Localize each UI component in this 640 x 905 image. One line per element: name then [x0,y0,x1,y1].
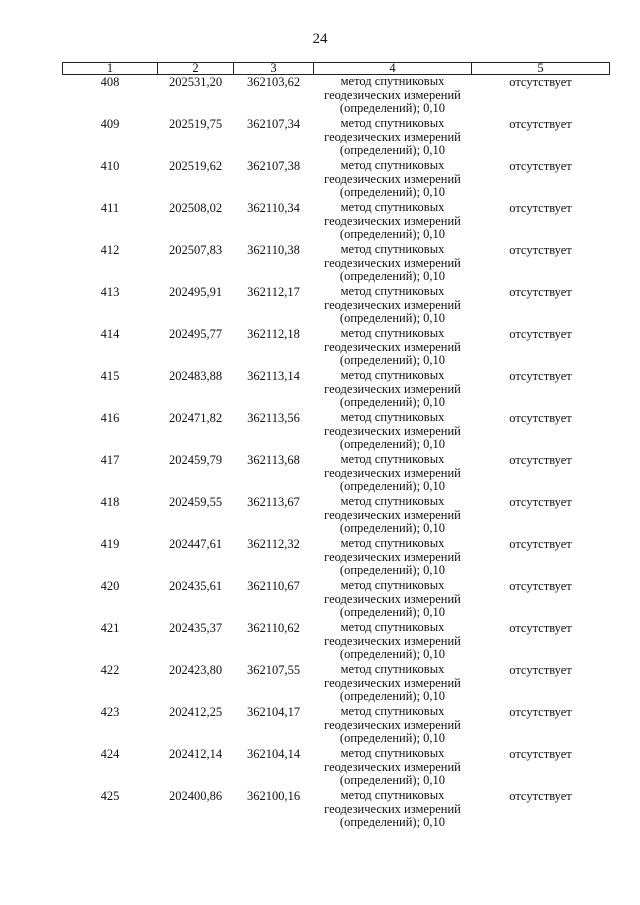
table-row [63,579,610,621]
method-description-line: (определений); 0,10 [339,227,446,241]
method-description-cell [314,663,472,705]
point-number-cell: 413 [100,285,120,299]
method-description-line: метод спутниковых [340,74,445,88]
status-cell: отсутствует [509,75,572,89]
status-cell: отсутствует [509,159,572,173]
coord-y-cell: 362112,17 [247,285,300,299]
coord-y-cell: 362112,32 [247,537,300,551]
method-description-line: (определений); 0,10 [339,647,446,661]
status-cell: отсутствует [509,117,572,131]
coord-x-cell: 202483,88 [168,369,223,383]
header-col-3: 3 [234,63,314,75]
table-row [63,747,610,789]
method-description-line: геодезических измерений [324,675,461,690]
method-description-line: (определений); 0,10 [339,479,446,493]
point-number-cell: 410 [100,159,120,173]
method-description-cell [314,75,472,118]
point-number-cell: 415 [100,369,120,383]
method-description-line: геодезических измерений [324,423,461,438]
method-description-line: геодезических измерений [324,759,461,774]
point-number-cell: 411 [100,201,120,215]
method-description-line: (определений); 0,10 [339,353,446,367]
method-description-line: метод спутниковых [340,368,445,382]
method-description-line: геодезических измерений [324,465,461,480]
method-description-line: метод спутниковых [340,326,445,340]
status-cell: отсутствует [509,621,572,635]
method-description-line: метод спутниковых [340,200,445,214]
coord-y-cell: 362107,34 [246,117,301,131]
coord-x-cell: 202459,79 [168,453,223,467]
status-cell: отсутствует [509,411,572,425]
point-number-cell: 412 [100,243,120,257]
method-description-line: геодезических измерений [324,87,461,102]
method-description-line: (определений); 0,10 [339,437,446,451]
method-description-line: метод спутниковых [340,578,445,592]
method-description-cell [314,579,472,621]
table-row [63,75,610,118]
coord-y-cell: 362113,68 [247,453,300,467]
table-row [63,117,610,159]
coord-x-cell: 202531,20 [168,75,223,89]
status-cell: отсутствует [509,243,572,257]
coord-y-cell: 362113,67 [247,495,300,509]
coord-y-cell: 362100,16 [246,789,301,803]
method-description-line: метод спутниковых [340,116,445,130]
coord-x-cell: 202495,91 [168,285,223,299]
status-cell: отсутствует [509,201,572,215]
coord-y-cell: 362103,62 [246,75,301,89]
point-number-cell: 408 [100,75,120,89]
method-description-line: метод спутниковых [340,494,445,508]
method-description-line: метод спутниковых [340,410,445,424]
method-description-cell [314,159,472,201]
method-description-cell [314,201,472,243]
point-number-cell: 425 [100,789,120,803]
coord-x-cell: 202471,82 [168,411,223,425]
method-description-line: геодезических измерений [324,255,461,270]
status-cell: отсутствует [509,369,572,383]
method-description-cell [314,621,472,663]
table-row [63,201,610,243]
method-description-line: метод спутниковых [340,242,445,256]
coord-x-cell: 202508,02 [168,201,223,215]
point-number-cell: 409 [100,117,120,131]
status-cell: отсутствует [509,747,572,761]
coord-y-cell: 362113,14 [247,369,300,383]
method-description-cell [314,453,472,495]
method-description-line: метод спутниковых [340,788,445,802]
method-description-line: (определений); 0,10 [339,521,446,535]
header-col-5: 5 [472,63,610,75]
method-description-cell [314,327,472,369]
table-header-row [63,63,610,75]
status-cell: отсутствует [509,453,572,467]
coord-y-cell: 362113,56 [247,411,300,425]
header-col-1: 1 [63,63,158,75]
method-description-line: (определений); 0,10 [339,269,446,283]
method-description-line: (определений); 0,10 [339,815,446,829]
method-description-line: геодезических измерений [324,297,461,312]
method-description-line: геодезических измерений [324,213,461,228]
point-number-cell: 414 [100,327,120,341]
method-description-line: метод спутниковых [340,746,445,760]
method-description-line: геодезических измерений [324,549,461,564]
method-description-line: геодезических измерений [324,507,461,522]
method-description-cell [314,411,472,453]
method-description-cell [314,537,472,579]
table-row [63,327,610,369]
table-row [63,369,610,411]
method-description-line: геодезических измерений [324,171,461,186]
method-description-cell [314,705,472,747]
status-cell: отсутствует [509,789,572,803]
coord-x-cell: 202495,77 [168,327,223,341]
method-description-cell [314,495,472,537]
coord-x-cell: 202400,86 [168,789,223,803]
method-description-line: геодезических измерений [324,591,461,606]
method-description-line: (определений); 0,10 [339,143,446,157]
point-number-cell: 417 [100,453,120,467]
table-row [63,243,610,285]
status-cell: отсутствует [509,579,572,593]
method-description-cell [314,243,472,285]
method-description-line: (определений); 0,10 [339,311,446,325]
status-cell: отсутствует [509,285,572,299]
coordinates-table [62,62,610,831]
point-number-cell: 423 [100,705,120,719]
coord-x-cell: 202435,61 [168,579,223,593]
method-description-line: (определений); 0,10 [339,101,446,115]
coord-y-cell: 362107,38 [246,159,301,173]
status-cell: отсутствует [509,327,572,341]
coord-x-cell: 202412,14 [168,747,223,761]
method-description-line: метод спутниковых [340,704,445,718]
table-row [63,537,610,579]
table-row [63,411,610,453]
point-number-cell: 421 [100,621,120,635]
coord-x-cell: 202519,62 [168,159,223,173]
coord-x-cell: 202459,55 [168,495,223,509]
coord-y-cell: 362110,62 [247,621,300,635]
status-cell: отсутствует [509,663,572,677]
method-description-line: метод спутниковых [340,158,445,172]
status-cell: отсутствует [509,705,572,719]
method-description-line: геодезических измерений [324,129,461,144]
method-description-line: (определений); 0,10 [339,605,446,619]
coord-y-cell: 362107,55 [246,663,301,677]
coord-x-cell: 202435,37 [168,621,223,635]
table-row [63,495,610,537]
method-description-line: метод спутниковых [340,284,445,298]
method-description-cell [314,285,472,327]
method-description-line: геодезических измерений [324,633,461,648]
coord-y-cell: 362110,38 [247,243,300,257]
method-description-line: (определений); 0,10 [339,773,446,787]
table-row [63,285,610,327]
coord-x-cell: 202412,25 [168,705,223,719]
header-col-2: 2 [158,63,234,75]
coord-y-cell: 362104,17 [246,705,301,719]
table-row [63,453,610,495]
method-description-line: метод спутниковых [340,620,445,634]
status-cell: отсутствует [509,495,572,509]
coord-x-cell: 202507,83 [168,243,223,257]
table-row [63,621,610,663]
method-description-line: геодезических измерений [324,339,461,354]
coord-x-cell: 202447,61 [168,537,223,551]
coord-x-cell: 202423,80 [168,663,223,677]
method-description-line: (определений); 0,10 [339,731,446,745]
method-description-cell [314,369,472,411]
table-row [63,705,610,747]
method-description-line: (определений); 0,10 [339,689,446,703]
coord-y-cell: 362112,18 [247,327,300,341]
table-row [63,789,610,831]
page-number: 24 [312,31,328,47]
method-description-line: геодезических измерений [324,381,461,396]
table-row [63,663,610,705]
method-description-line: метод спутниковых [340,662,445,676]
coord-y-cell: 362110,34 [247,201,300,215]
header-col-4: 4 [314,63,472,75]
point-number-cell: 422 [100,663,120,677]
method-description-cell [314,789,472,831]
coord-y-cell: 362110,67 [247,579,300,593]
method-description-cell [314,747,472,789]
method-description-cell [314,117,472,159]
table-row [63,159,610,201]
table-body [63,75,610,832]
method-description-line: геодезических измерений [324,717,461,732]
coord-x-cell: 202519,75 [168,117,223,131]
method-description-line: метод спутниковых [340,536,445,550]
method-description-line: геодезических измерений [324,801,461,816]
point-number-cell: 419 [100,537,120,551]
status-cell: отсутствует [509,537,572,551]
method-description-line: (определений); 0,10 [339,395,446,409]
point-number-cell: 420 [100,579,120,593]
method-description-line: (определений); 0,10 [339,185,446,199]
method-description-line: метод спутниковых [340,452,445,466]
point-number-cell: 418 [100,495,120,509]
point-number-cell: 424 [100,747,120,761]
method-description-line: (определений); 0,10 [339,563,446,577]
point-number-cell: 416 [100,411,120,425]
coord-y-cell: 362104,14 [246,747,301,761]
